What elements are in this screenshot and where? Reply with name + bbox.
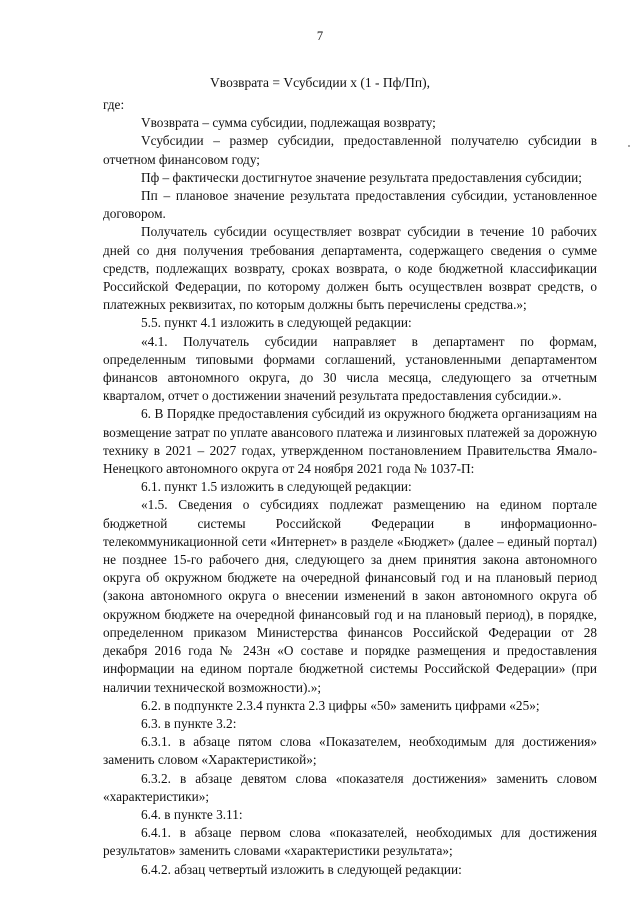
document-body	[103, 96, 597, 879]
paragraph-5-5: 5.5. пункт 4.1 изложить в следующей редакции:	[141, 315, 412, 331]
paragraph-def-pf: Пф – фактически достигнутое значение результата предоставления субсидии;	[141, 169, 582, 185]
paragraph-6-3: 6.3. в пункте 3.2:	[141, 715, 237, 731]
paragraph-6-4-2: 6.4.2. абзац четвертый изложить в следующей редакции:	[141, 861, 462, 877]
paragraph-6-4: 6.4. в пункте 3.11:	[141, 806, 243, 822]
paragraph-6-3-2: 6.3.2. в абзаце девятом слова «показателя достижения» заменить словом «характеристики»;	[103, 770, 597, 804]
paragraph-def-vreturn: Vвозврата – сумма субсидии, подлежащая возврату;	[141, 115, 436, 131]
paragraph-def-vsubsidy: Vсубсидии – размер субсидии, предоставленной получателю субсидии в отчетном финансовом году;	[103, 133, 597, 167]
paragraph-6-3-1: 6.3.1. в абзаце пятом слова «Показателем, необходимым для достижения» заменить словом «Характеристикой»;	[103, 734, 597, 768]
paragraph-1-5-text: «1.5. Сведения о субсидиях подлежат размещению на едином портале бюджетной системы Российской Федерации в информационно-телекоммуникационной сети «Интернет» в разделе «Бюджет» (далее – единый портал) не позднее 15-го рабочего дня, следующего за днем принятия закона автономного округа об окружном бюджете на очередной финансовый год и на плановый период (закона автономного округа о внесении изменений в закон автономного округа об окружном бюджете на очередной финансовый год и на плановый период), в порядке, определенном приказом Министерства финансов Российской Федерации от 28 декабря 2016 года № 243н «О составе и порядке размещения и предоставления информации на едином портале бюджетной системы Российской Федерации» (при наличии технической возможности).»;	[103, 497, 597, 695]
page-number: 7	[316, 29, 324, 43]
paragraph-6: 6. В Порядке предоставления субсидий из окружного бюджета организациям на возмещение затрат по уплате авансового платежа и лизинговых платежей за дорожную технику в 2021 – 2027 годах, утвержденном постановлением Правительства Ямало-Ненецкого автономного округа от 24 ноября 2021 года № 1037-П:	[103, 406, 597, 477]
scan-speck	[628, 145, 630, 147]
paragraph-4-1-text: «4.1. Получатель субсидии направляет в департамент по формам, определенным типовыми формами соглашений, установленными департаментом финансов автономного округа, до 30 числа месяца, следующего за отчетным кварталом, отчет о достижении значений результата предоставления субсидии.».	[103, 333, 597, 404]
paragraph-where: где:	[103, 97, 125, 112]
paragraph-6-2: 6.2. в подпункте 2.3.4 пункта 2.3 цифры «50» заменить цифрами «25»;	[141, 697, 540, 713]
paragraph-def-pp: Пп – плановое значение результата предоставления субсидии, установленное договором.	[103, 188, 597, 222]
paragraph-return-procedure: Получатель субсидии осуществляет возврат субсидии в течение 10 рабочих дней со дня получения требования департамента, содержащего сведения о сумме средств, подлежащих возврату, сроках возврата, о коде бюджетной классификации Российской Федерации, по которому должен быть осуществлен возврат средств, о платежных реквизитах, по которым должны быть перечислены средства.»;	[103, 224, 597, 313]
paragraph-6-4-1: 6.4.1. в абзаце первом слова «показателей, необходимых для достижения результатов» заменить словами «характеристики результата»;	[103, 825, 597, 859]
paragraph-6-1: 6.1. пункт 1.5 изложить в следующей редакции:	[141, 479, 412, 495]
return-formula: Vвозврата = Vсубсидии х (1 - Пф/Пп),	[210, 75, 430, 90]
